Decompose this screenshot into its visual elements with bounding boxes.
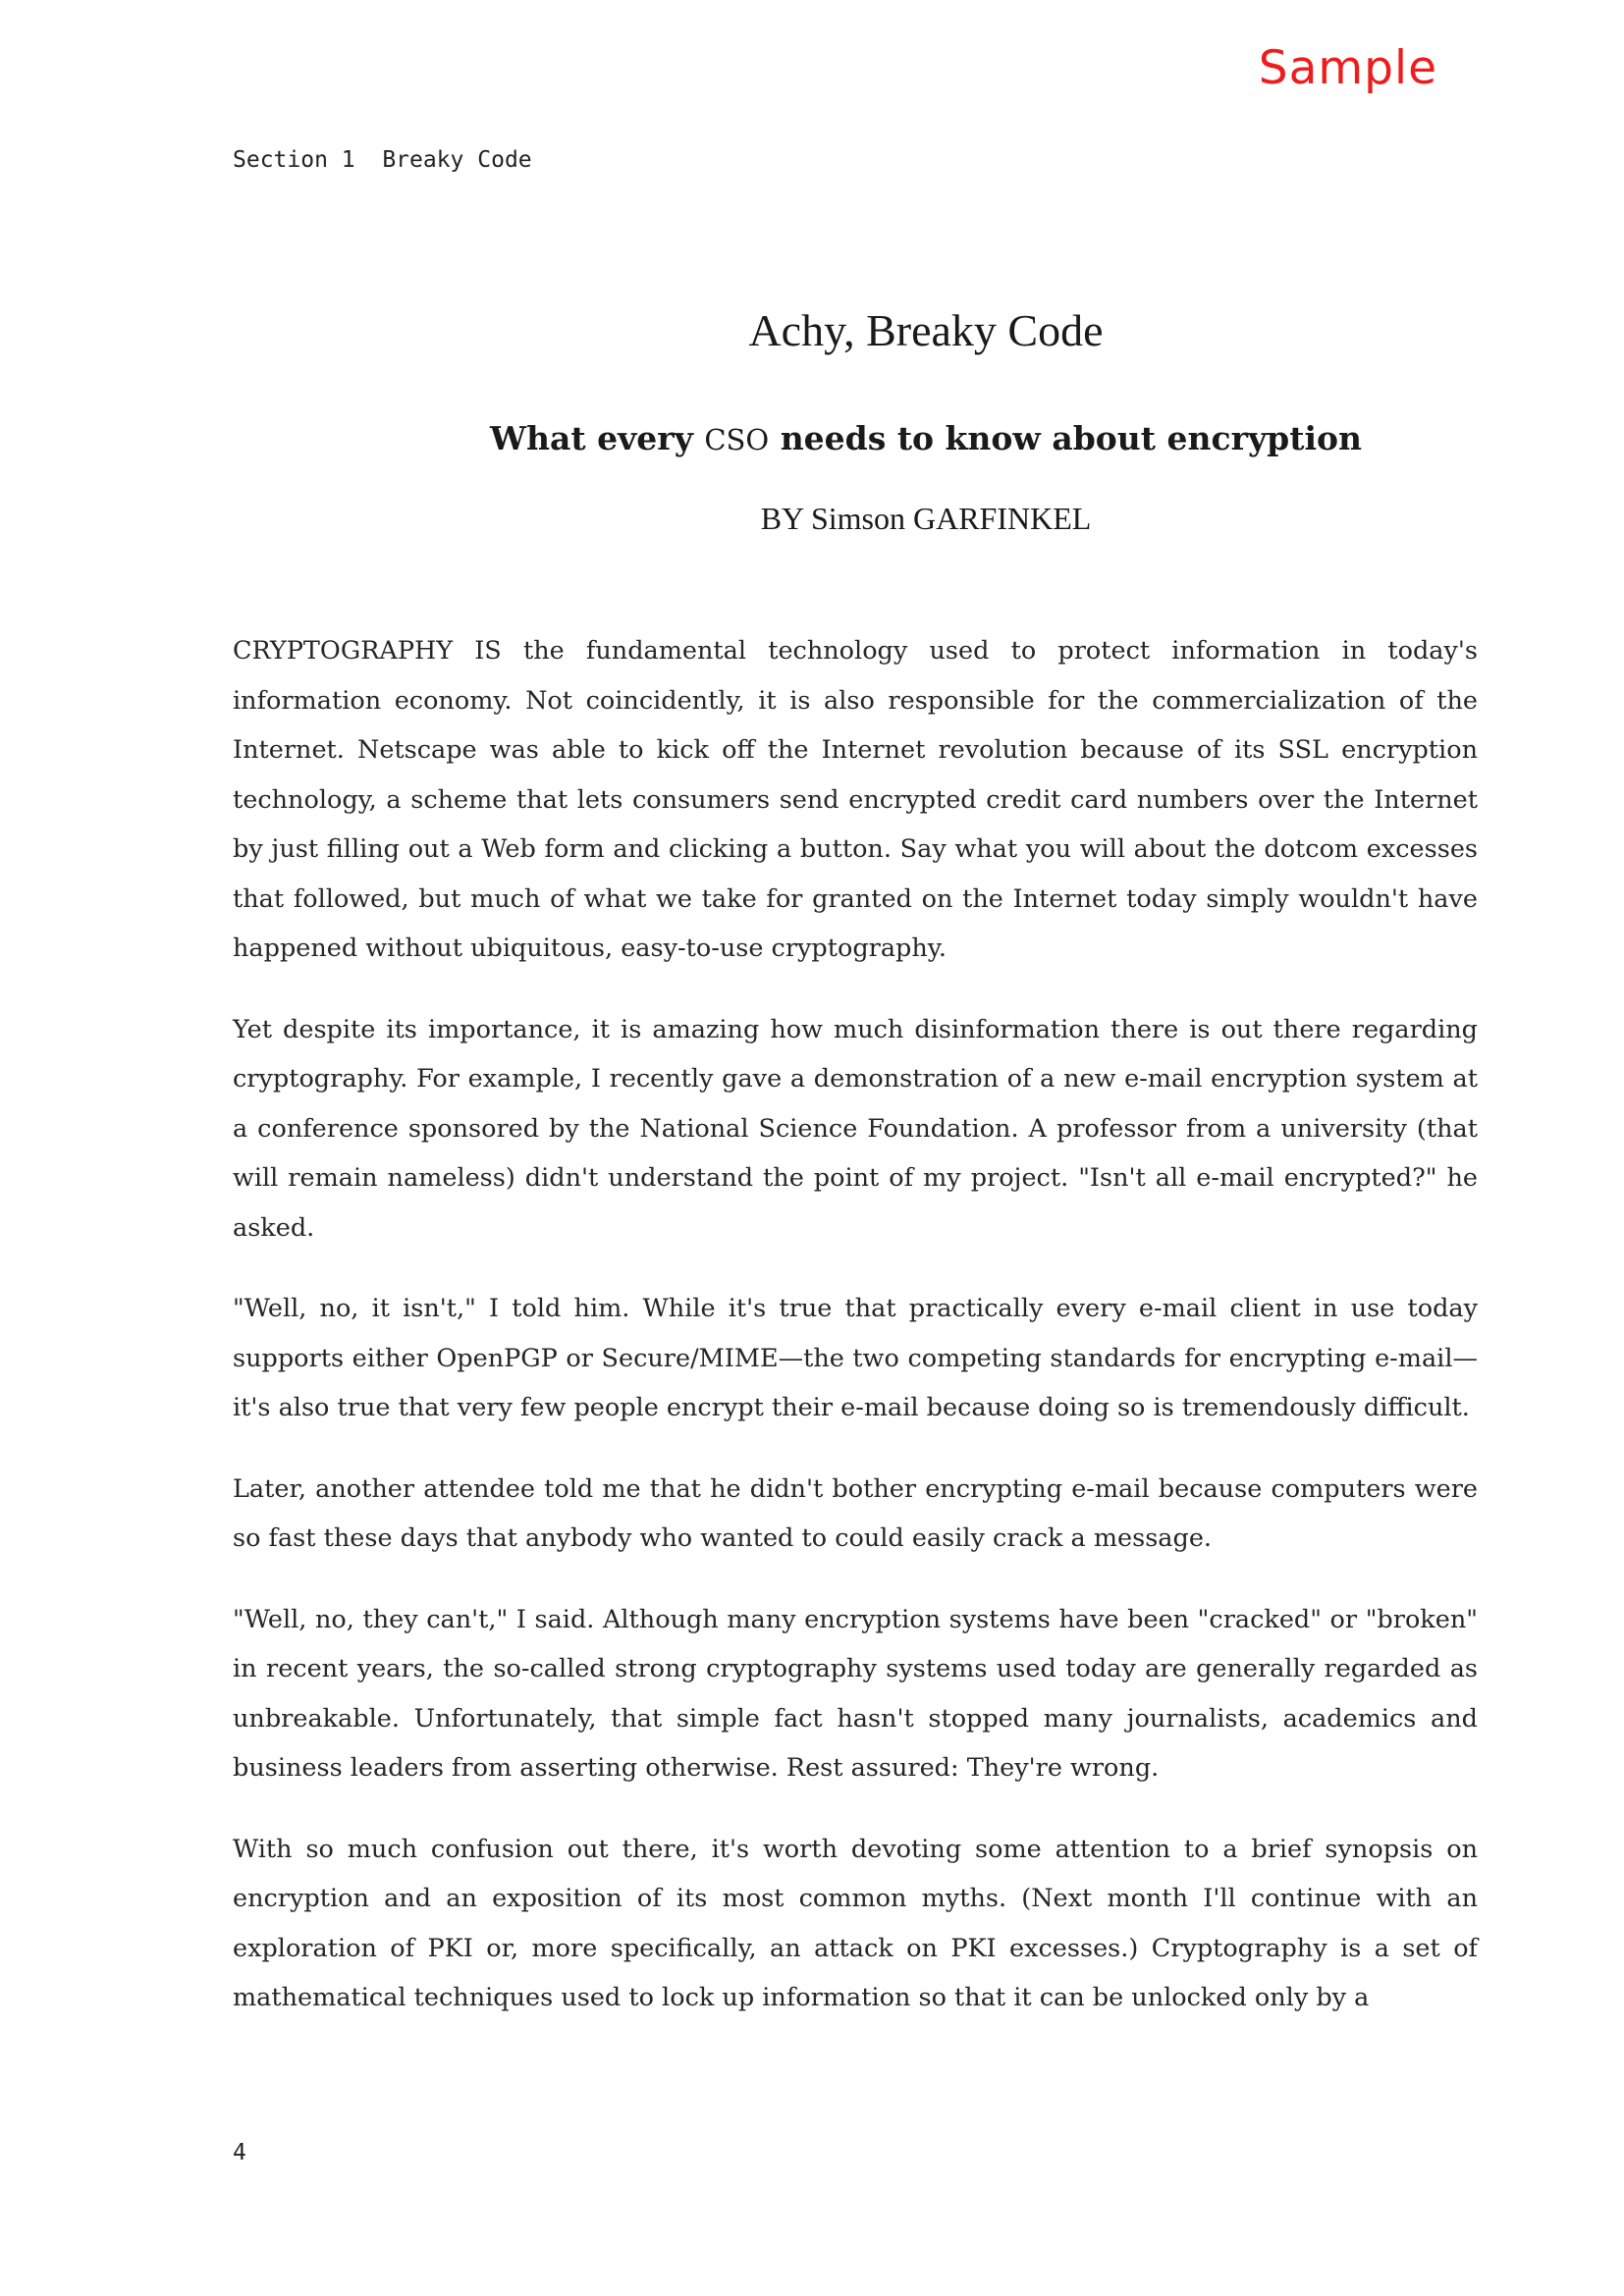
paragraph-1: CRYPTOGRAPHY IS the fundamental technology used to protect information in today's information economy. Not coincidently, it is also responsible for the commercialization of the Internet. Netscape was able to kick off the Internet revolution because of its SSL encryption technology, a scheme that lets consumers send encrypted credit card numbers over the Internet by just filling out a Web form and clicking a button. Say what you will about the dotcom excesses that followed, but much of what we take for granted on the Internet today simply wouldn't have happened without ubiquitous, easy-to-use cryptography. bbox=[233, 636, 1478, 963]
paragraph-2: Yet despite its importance, it is amazing how much disinformation there is out there regarding cryptography. For example, I recently gave a demonstration of a new e-mail encryption system at a conference sponsored by the National Science Foundation. A professor from a university (that will remain nameless) didn't understand the point of my project. "Isn't all e-mail encrypted?" he asked. bbox=[233, 1014, 1478, 1243]
sample-watermark: Sample bbox=[1258, 41, 1437, 95]
subtitle-lead: What every bbox=[489, 419, 705, 457]
paragraph-6: With so much confusion out there, it's worth devoting some attention to a brief synopsis on encryption and an exposition of its most common myths. (Next month I'll continue with an exploration of PKI or, more specifically, an attack on PKI excesses.) Cryptography is a set of mathematical techniques used to lock up information so that it can be unlocked only by a bbox=[233, 1834, 1478, 2012]
running-header: Section 1 Breaky Code bbox=[233, 147, 532, 173]
author-byline: BY Simson GARFINKEL bbox=[760, 501, 1092, 536]
title-block bbox=[233, 304, 1477, 537]
paragraph-5: "Well, no, they can't," I said. Although many encryption systems have been "cracked" or "broken" in recent years, the so-called strong cryptography systems used today are generally regarded as unbreakable. Unfortunately, that simple fact hasn't stopped many journalists, academics and business leaders from asserting otherwise. Rest assured: They're wrong. bbox=[233, 1604, 1478, 1783]
subtitle-abbreviation: CSO bbox=[704, 423, 770, 456]
paragraph-4: Later, another attendee told me that he didn't bother encrypting e-mail because computers were so fast these days that anybody who wanted to could easily crack a message. bbox=[233, 1473, 1478, 1553]
paragraph-3: "Well, no, it isn't," I told him. While it's true that practically every e-mail client in use today supports either OpenPGP or Secure/MIME—the two competing standards for encrypting e-mail—it's also true that very few people encrypt their e-mail because doing so is tremendously difficult. bbox=[233, 1294, 1478, 1422]
article-body bbox=[233, 626, 1478, 2055]
subtitle-tail: needs to know about encryption bbox=[769, 419, 1363, 457]
article-title: Achy, Breaky Code bbox=[748, 305, 1104, 355]
page-number: 4 bbox=[233, 2140, 246, 2165]
article-subtitle bbox=[233, 419, 1477, 457]
